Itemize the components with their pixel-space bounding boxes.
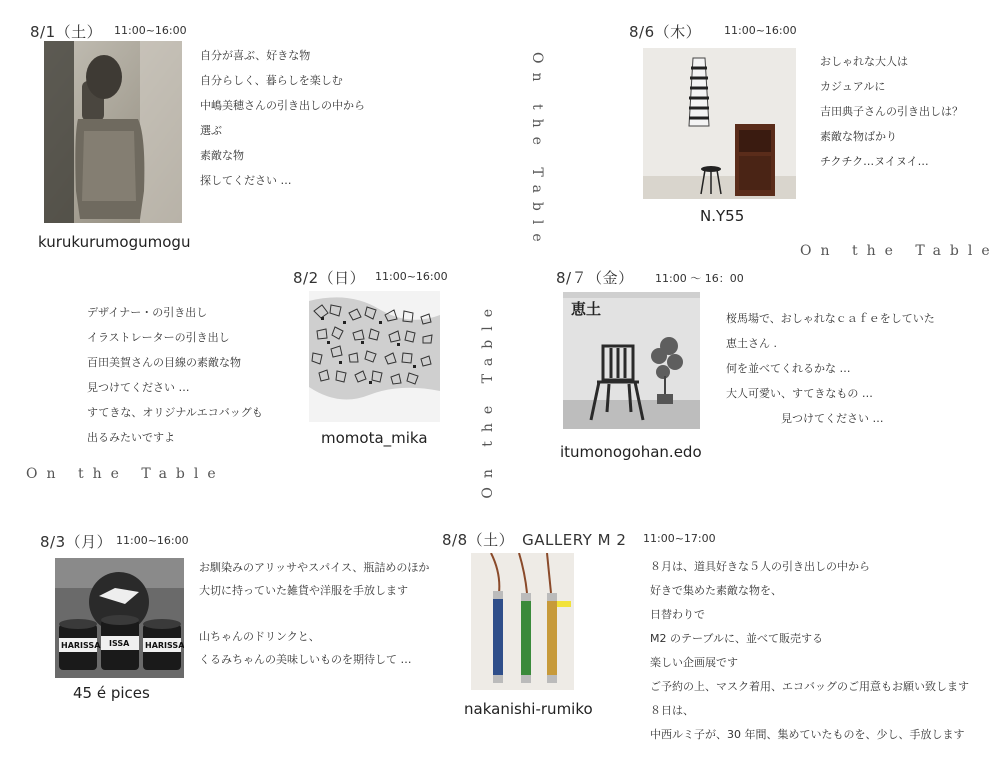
event-4-time: 11:00 ～ 16：00 <box>655 272 744 285</box>
event-2-time: 11:00~16:00 <box>724 24 797 37</box>
event-6-line: ８月は、道具好きな５人の引き出しの中から <box>650 560 870 573</box>
event-1-shop-name: kurukurumogumogu <box>38 233 191 251</box>
event-5-line: くるみちゃんの美味しいものを期待して … <box>199 653 412 666</box>
event-3-line: 百田美賀さんの目線の素敵な物 <box>87 356 241 369</box>
on-the-table-vertical-2: On the Table <box>480 300 496 499</box>
event-3-photo <box>309 291 440 422</box>
event-4-line: 何を並べてくれるかな … <box>726 362 851 375</box>
event-6-line: 日替わりで <box>650 608 705 621</box>
event-1-line: 自分らしく、暮らしを楽しむ <box>200 74 343 87</box>
jar-label-text: HARISSA <box>61 641 101 650</box>
event-4-line: 恵土さん . <box>726 337 777 350</box>
event-1-line: 探してください … <box>200 174 292 187</box>
event-3-time: 11:00~16:00 <box>375 270 448 283</box>
event-4-line: 大人可愛い、すてきなもの … <box>726 387 873 400</box>
event-4-photo <box>563 292 700 429</box>
event-2-line: おしゃれな大人は <box>820 55 908 68</box>
room-photo-image <box>643 48 796 199</box>
event-3-line: イラストレーターの引き出し <box>87 331 230 344</box>
event-6-line: ８日は、 <box>650 704 694 717</box>
photo-sign-text: 恵土 <box>571 300 602 318</box>
event-1-line: 選ぶ <box>200 124 222 137</box>
event-6-line: 中西ルミ子が、30 年間、集めていたものを、少し、手放します <box>650 728 965 741</box>
event-3-line: すてきな、オリジナルエコバッグも <box>87 406 263 419</box>
event-2-line: チクチク…ヌイヌイ… <box>820 155 929 168</box>
chair-photo-image <box>563 292 700 429</box>
event-6-line: 好きで集めた素敵な物を、 <box>650 584 782 597</box>
event-2-shop-name: N.Y55 <box>700 207 745 225</box>
event-6-line: ご予約の上、マスク着用、エコバッグのご用意もお願い致します <box>650 680 969 693</box>
event-1-description <box>200 43 365 193</box>
event-3-line: 見つけてください … <box>87 381 190 394</box>
jar-label-text: ISSA <box>109 639 130 648</box>
event-5-date: 8/3（月） <box>40 533 113 551</box>
bottle-photo-image <box>44 41 182 223</box>
jars-photo-image <box>55 558 184 678</box>
event-1-line: 素敵な物 <box>200 149 244 162</box>
pencils-photo-image <box>471 553 574 690</box>
event-5-description <box>199 556 429 671</box>
event-6-line: M2 のテーブルに、並べて販売する <box>650 632 823 645</box>
event-3-line: 出るみたいですよ <box>87 431 175 444</box>
event-3-date: 8/2（日） <box>293 269 366 287</box>
event-5-line: 大切に持っていた雑貨や洋服を手放します <box>199 584 408 597</box>
event-6-description <box>650 555 969 747</box>
event-6-time: 11:00~17:00 <box>643 532 716 545</box>
event-4-shop-name: itumonogohan.edo <box>560 443 702 461</box>
event-6-photo <box>471 553 574 690</box>
event-1-line: 中嶋美穂さんの引き出しの中から <box>200 99 365 112</box>
event-6-shop-name: nakanishi-rumiko <box>464 700 593 718</box>
event-2-line: 素敵な物ばかり <box>820 130 897 143</box>
event-4-description <box>726 306 935 431</box>
event-5-line: お馴染みのアリッサやスパイス、瓶詰めのほか <box>199 561 430 574</box>
event-2-description <box>820 49 963 174</box>
event-6-date: 8/8（土） GALLERY M 2 <box>442 531 627 549</box>
event-2-line: 吉田典子さんの引き出しは？ <box>820 105 963 118</box>
event-5-photo <box>55 558 184 678</box>
event-5-line: 山ちゃんのドリンクと、 <box>199 630 320 643</box>
event-1-photo <box>44 41 182 223</box>
event-2-date: 8/6（木） <box>629 23 702 41</box>
event-1-line: 自分が喜ぶ、好きな物 <box>200 49 311 62</box>
event-2-photo <box>643 48 796 199</box>
event-1-time: 11:00~16:00 <box>114 24 187 37</box>
event-6-line: 楽しい企画展です <box>650 656 738 669</box>
event-4-line: 見つけてください … <box>726 412 884 425</box>
on-the-table-horizontal-1: On the Table <box>800 243 999 259</box>
illustration-photo-image <box>309 291 440 422</box>
event-3-shop-name: momota_mika <box>321 429 428 447</box>
event-5-time: 11:00~16:00 <box>116 534 189 547</box>
event-2-line: カジュアルに <box>820 80 886 93</box>
event-5-line <box>199 602 429 625</box>
event-3-description <box>87 300 263 450</box>
on-the-table-horizontal-2: On the Table <box>26 466 225 482</box>
jar-label-text: HARISSA <box>145 641 184 650</box>
event-4-line: 桜馬場で、おしゃれなｃａｆｅをしていた <box>726 312 935 325</box>
event-4-date: 8/７（金） <box>556 269 634 287</box>
event-5-shop-name: 45 é pices <box>73 684 150 702</box>
event-3-line: デザイナー・の引き出し <box>87 306 208 319</box>
on-the-table-vertical-1: On the Table <box>529 52 545 251</box>
event-1-date: 8/1（土） <box>30 23 103 41</box>
